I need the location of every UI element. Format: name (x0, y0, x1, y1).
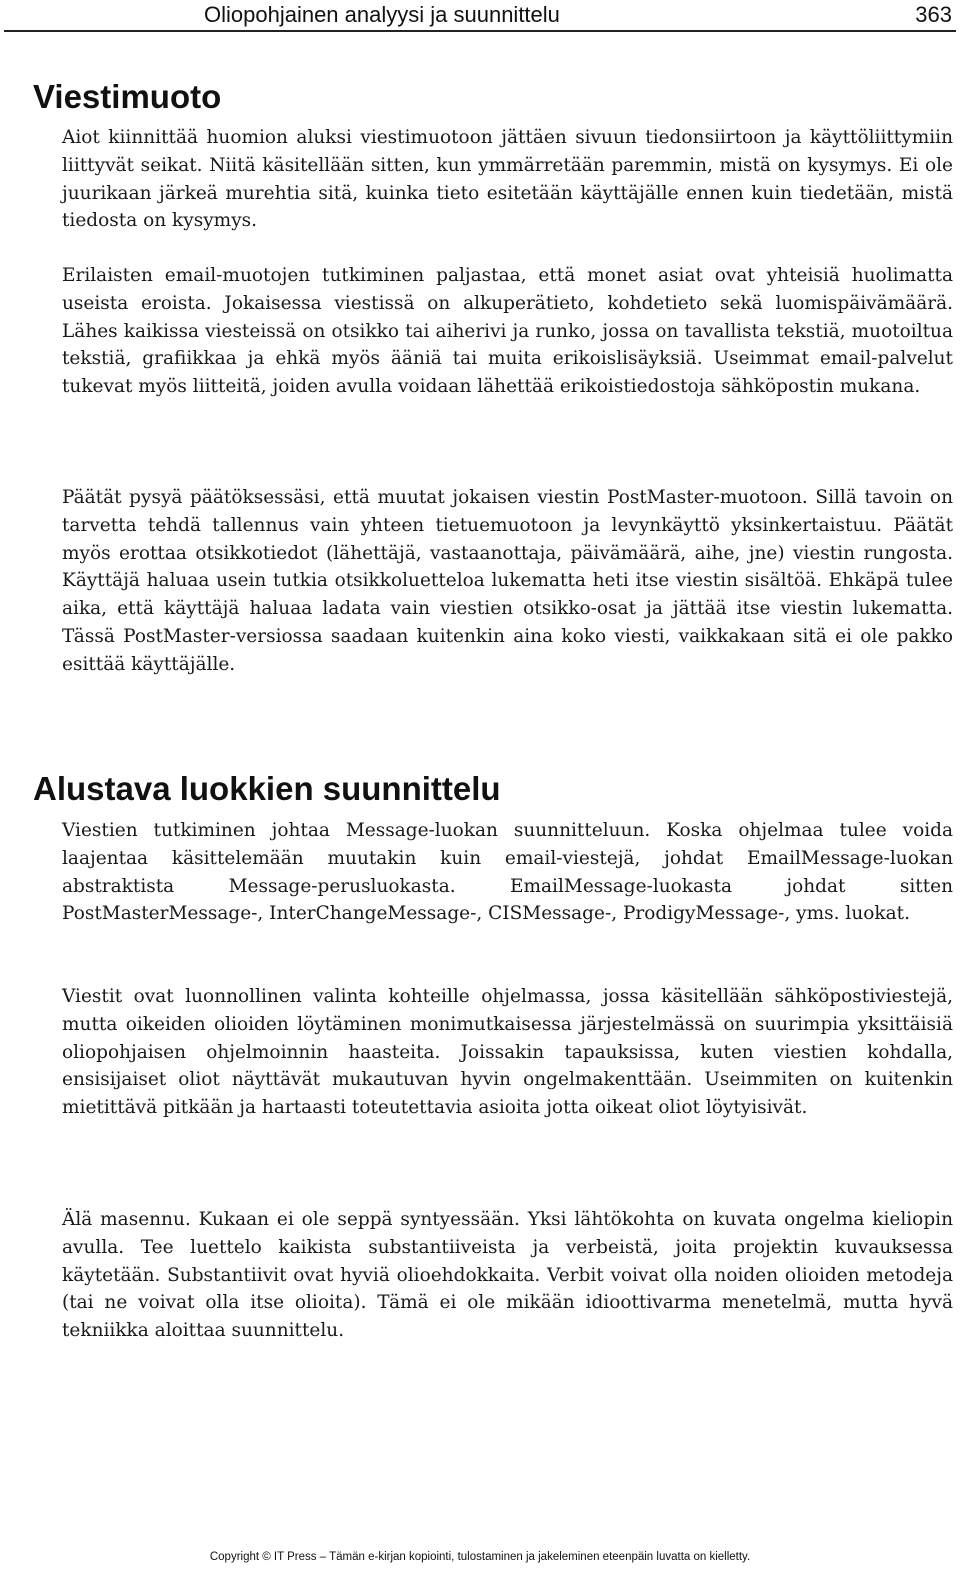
page-header (0, 0, 960, 32)
body-paragraph: Viestien tutkiminen johtaa Message-luokan suunnitteluun. Koska ohjelmaa tulee voida laajentaa käsittelemään muutakin kuin email-viestejä, johdat EmailMessage-luokan abstraktista Message-perusluokasta. EmailMessage-luokasta johdat sitten PostMasterMessage-, InterChangeMessage-, CISMessage-, ProdigyMessage-, yms. luokat. (62, 820, 953, 925)
running-title: Oliopohjainen analyysi ja suunnittelu (204, 2, 560, 27)
header-rule (4, 30, 956, 32)
page-number: 363 (915, 2, 952, 27)
section-heading-viestimuoto: Viestimuoto (33, 78, 222, 115)
section-heading-alustava-luokkien-suunnittelu: Alustava luokkien suunnittelu (33, 770, 501, 807)
body-paragraph: Älä masennu. Kukaan ei ole seppä syntyessään. Yksi lähtökohta on kuvata ongelma kieliopin avulla. Tee luettelo kaikista substantiiveista ja verbeistä, joita projektin kuvauksessa käytetään. Substantiivit ovat hyviä olioehdokkaita. Verbit voivat olla noiden olioiden metodeja (tai ne voivat olla itse olioita). Tämä ei ole mikään idioottivarma menetelmä, mutta hyvä tekniikka aloittaa suunnittelu. (62, 1209, 953, 1342)
body-paragraph: Erilaisten email-muotojen tutkiminen paljastaa, että monet asiat ovat yhteisiä huolimatta useista eroista. Jokaisessa viestissä on alkuperätieto, kohdetieto sekä luomispäivämäärä. Lähes kaikissa viesteissä on otsikko tai aiherivi ja runko, jossa on tavallista tekstiä, muotoiltua tekstiä, grafiikkaa ja ehkä myös ääniä tai muita erikoislisäyksiä. Useimmat email-palvelut tukevat myös liitteitä, joiden avulla voidaan lähettää erikoistiedostoja sähköpostin mukana. (62, 265, 953, 398)
body-paragraph: Päätät pysyä päätöksessäsi, että muutat jokaisen viestin PostMaster-muotoon. Sillä tavoin on tarvetta tehdä tallennus vain yhteen tietuemuotoon ja levynkäyttö yksinkertaistuu. Päätät myös erottaa otsikkotiedot (lähettäjä, vastaanottaja, päivämäärä, aihe, jne) viestin rungosta. Käyttäjä haluaa usein tutkia otsikkoluetteloa lukematta heti itse viestin sisältöä. Ehkäpä tulee aika, että käyttäjä haluaa ladata vain viestien otsikko-osat ja jättää itse viestin lukematta. Tässä PostMaster-versiossa saadaan kuitenkin aina koko viesti, vaikkakaan sitä ei ole pakko esittää käyttäjälle. (62, 487, 953, 675)
copyright-footer: Copyright © IT Press – Tämän e-kirjan kopiointi, tulostaminen ja jakeleminen eteenpäin luvatta on kielletty. (209, 1551, 751, 1563)
body-paragraph: Viestit ovat luonnollinen valinta kohteille ohjelmassa, jossa käsitellään sähköpostiviestejä, mutta oikeiden olioiden löytäminen monimutkaisessa järjestelmässä on suurimpia yksittäisiä oliopohjaisen ohjelmoinnin haasteita. Joissakin tapauksissa, kuten viestien kohdalla, ensisijaiset oliot näyttävät mukautuvan hyvin ongelmakenttään. Useimmiten on kuitenkin mietittävä pitkään ja hartaasti toteutettavia asioita jotta oikeat oliot löytyisivät. (62, 986, 953, 1119)
body-paragraph: Aiot kiinnittää huomion aluksi viestimuotoon jättäen sivuun tiedonsiirtoon ja käyttöliittymiin liittyvät seikat. Niitä käsitellään sitten, kun ymmärretään paremmin, mistä on kysymys. Ei ole juurikaan järkeä murehtia sitä, kuinka tieto esitetään käyttäjälle ennen kuin tiedetään, mistä tiedosta on kysymys. (62, 127, 953, 232)
